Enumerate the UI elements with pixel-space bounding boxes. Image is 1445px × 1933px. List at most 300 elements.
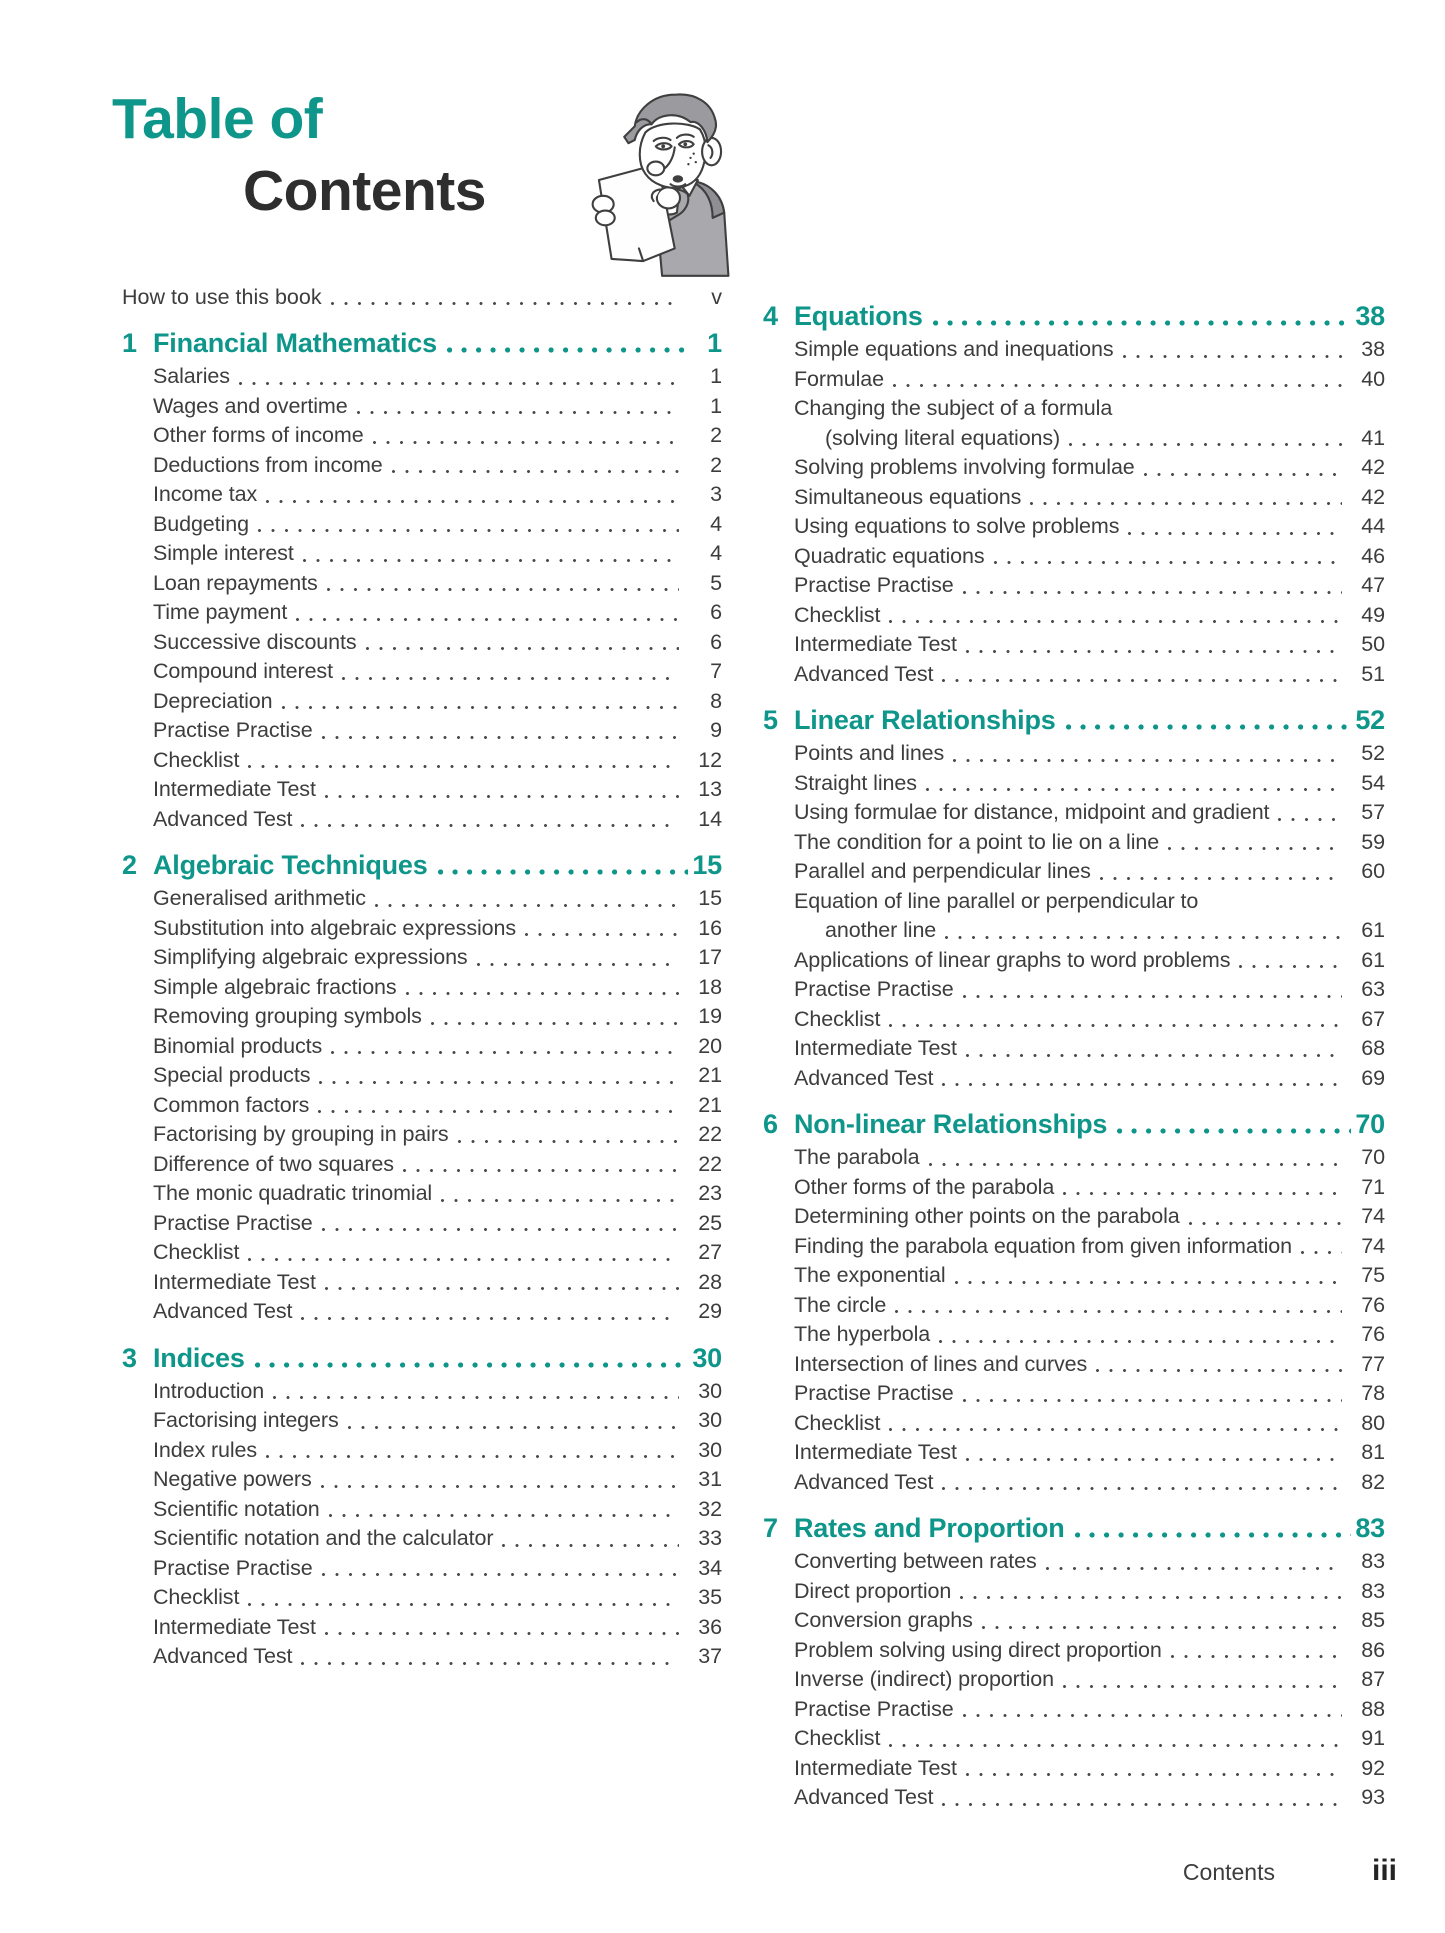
toc-entry <box>763 1577 1385 1607</box>
toc-entry-page: 17 <box>698 945 722 969</box>
dot-leader <box>942 678 1342 683</box>
page-title-line1: Table of <box>112 87 323 151</box>
toc-entry-page: 19 <box>698 1004 722 1028</box>
toc-entry-label: Negative powers <box>153 1467 312 1491</box>
toc-entry-label: (solving literal equations) <box>825 425 1061 450</box>
toc-entry-page: 60 <box>1361 859 1385 883</box>
dot-leader <box>942 1802 1342 1807</box>
toc-entry-label: Points and lines <box>794 741 945 765</box>
toc-entry-label: Intermediate Test <box>153 777 316 801</box>
toc-entry <box>122 1091 722 1121</box>
toc-entry <box>763 1143 1385 1173</box>
toc-entry <box>763 1438 1385 1468</box>
toc-entry-page: 71 <box>1361 1174 1385 1199</box>
toc-entry <box>763 660 1385 690</box>
toc-entry-label: Intermediate Test <box>794 632 957 656</box>
toc-entry-page: 35 <box>698 1585 722 1609</box>
toc-entry-page: 61 <box>1361 918 1385 942</box>
dot-leader <box>942 1486 1342 1491</box>
chapter-title: Financial Mathematics <box>153 328 437 358</box>
dot-leader <box>329 1513 679 1518</box>
toc-entry-page: 93 <box>1361 1785 1385 1809</box>
dot-leader <box>966 1772 1342 1777</box>
toc-entry <box>763 1783 1385 1813</box>
toc-entry <box>122 1524 722 1554</box>
dot-leader <box>1066 724 1351 730</box>
toc-entry-label: Simplifying algebraic expressions <box>153 945 468 969</box>
toc-entry-label: Changing the subject of a formula <box>794 396 1113 420</box>
toc-entry-page: 87 <box>1361 1667 1385 1691</box>
dot-leader <box>301 1661 679 1666</box>
toc-entry-label: Checklist <box>153 1585 240 1609</box>
toc-entry-page: 6 <box>710 600 722 624</box>
toc-entry <box>122 1179 722 1209</box>
dot-leader <box>441 1198 679 1203</box>
toc-entry-label: Practise Practise <box>794 1381 954 1405</box>
toc-entry-label: Formulae <box>794 366 885 391</box>
toc-entry-label: Difference of two squares <box>153 1151 394 1176</box>
dot-leader <box>375 903 679 908</box>
page-footer <box>1183 1854 1397 1888</box>
chapter-title: Algebraic Techniques <box>153 850 428 880</box>
toc-entry-page: 83 <box>1361 1578 1385 1603</box>
toc-entry-page: 91 <box>1361 1726 1385 1750</box>
toc-entry-label: Straight lines <box>794 770 917 795</box>
toc-entry-page: 85 <box>1361 1608 1385 1632</box>
toc-entry-label: The parabola <box>794 1145 920 1169</box>
toc-entry-label: another line <box>825 918 937 942</box>
toc-entry-label: Advanced Test <box>794 661 934 686</box>
dot-leader <box>331 1050 679 1055</box>
dot-leader <box>960 1595 1342 1600</box>
toc-entry-page: 38 <box>1361 337 1385 361</box>
toc-entry <box>122 362 722 392</box>
dot-leader <box>933 320 1351 326</box>
toc-entry <box>122 1406 722 1436</box>
toc-entry-page: 54 <box>1361 770 1385 795</box>
toc-entry-label: Simple equations and inequations <box>794 337 1114 361</box>
toc-entry-page: 63 <box>1361 977 1385 1001</box>
toc-entry-page: 23 <box>698 1181 722 1205</box>
dot-leader <box>392 469 679 474</box>
toc-entry-label: Binomial products <box>153 1033 323 1058</box>
toc-entry-page: 52 <box>1361 741 1385 765</box>
toc-entry-label: Converting between rates <box>794 1549 1037 1573</box>
toc-entry-page: 51 <box>1361 661 1385 686</box>
toc-entry <box>763 828 1385 858</box>
dot-leader <box>1063 1684 1342 1689</box>
toc-entry-page: 49 <box>1361 602 1385 627</box>
toc-entry-label: Advanced Test <box>794 1065 934 1090</box>
toc-entry-label: Practise Practise <box>153 718 313 742</box>
toc-entry-label: Removing grouping symbols <box>153 1004 422 1028</box>
dot-leader <box>889 1023 1342 1028</box>
toc-entry-page: 16 <box>698 915 722 940</box>
toc-entry <box>763 1261 1385 1291</box>
toc-entry-label: Wages and overtime <box>153 393 348 418</box>
toc-entry <box>122 1268 722 1298</box>
toc-entry <box>763 1379 1385 1409</box>
toc-entry-page: 2 <box>710 452 722 477</box>
toc-entry-page: 30 <box>698 1378 722 1403</box>
toc-entry-page: 15 <box>698 886 722 910</box>
dot-leader <box>373 440 679 445</box>
toc-entry <box>122 1209 722 1239</box>
dot-leader <box>889 1427 1342 1432</box>
dot-leader <box>248 1602 679 1607</box>
toc-entry <box>122 451 722 481</box>
dot-leader <box>1069 442 1342 447</box>
toc-entry <box>763 1232 1385 1262</box>
toc-entry-page: 30 <box>698 1408 722 1432</box>
toc-entry-label: The exponential <box>794 1263 946 1287</box>
toc-entry <box>122 1061 722 1091</box>
dot-leader <box>963 1713 1342 1718</box>
dot-leader <box>502 1543 679 1548</box>
toc-entry-label: Income tax <box>153 482 258 506</box>
dot-leader <box>319 1080 679 1085</box>
toc-entry <box>763 1350 1385 1380</box>
toc-entry-page: 7 <box>710 659 722 683</box>
toc-entry-label: Time payment <box>153 600 288 624</box>
dot-leader <box>357 410 679 415</box>
footer-section-label: Contents <box>1182 1859 1275 1885</box>
toc-entry-page: 46 <box>1361 543 1385 568</box>
dot-leader <box>322 735 679 740</box>
dot-leader <box>447 347 688 353</box>
toc-entry-page: 9 <box>710 718 722 742</box>
toc-entry <box>763 630 1385 660</box>
toc-entry-page: 6 <box>710 629 722 654</box>
chapter-number: 3 <box>122 1342 137 1373</box>
toc-entry <box>122 1238 722 1268</box>
toc-entry-page: 33 <box>698 1526 722 1550</box>
toc-entry <box>122 1436 722 1466</box>
toc-entry <box>122 716 722 746</box>
chapter-heading <box>763 703 1385 737</box>
toc-entry-page: 1 <box>710 364 722 388</box>
toc-entry-label: Advanced Test <box>794 1469 934 1494</box>
toc-entry <box>122 1554 722 1584</box>
dot-leader <box>318 1109 679 1114</box>
toc-entry-page: 31 <box>698 1467 722 1491</box>
toc-entry <box>122 746 722 776</box>
dot-leader <box>1144 472 1342 477</box>
chapter-number: 4 <box>763 301 778 331</box>
toc-entry-label: Factorising by grouping in pairs <box>153 1122 449 1146</box>
toc-entry-page: 57 <box>1361 800 1385 824</box>
toc-entry <box>122 1583 722 1613</box>
dot-leader <box>1189 1221 1342 1226</box>
toc-entry-continuation <box>763 916 1385 946</box>
dot-leader <box>1123 354 1342 359</box>
chapter-number: 1 <box>122 328 137 358</box>
toc-entry <box>122 510 722 540</box>
dot-leader <box>342 676 679 681</box>
toc-entry-label: The circle <box>794 1292 887 1317</box>
toc-entry <box>763 601 1385 631</box>
toc-entry <box>763 739 1385 769</box>
toc-entry <box>763 1695 1385 1725</box>
toc-entry <box>122 1613 722 1643</box>
toc-entry-label: Compound interest <box>153 659 333 683</box>
toc-entry-label: Determining other points on the parabola <box>794 1204 1180 1228</box>
toc-entry-label: Salaries <box>153 364 230 388</box>
toc-entry-page: 36 <box>698 1614 722 1639</box>
dot-leader <box>953 758 1342 763</box>
dot-leader <box>366 646 679 651</box>
toc-entry-page: 69 <box>1361 1065 1385 1090</box>
chapter-heading <box>763 299 1385 333</box>
toc-entry-label: Scientific notation and the calculator <box>153 1526 494 1550</box>
toc-entry <box>122 1120 722 1150</box>
dot-leader <box>1075 1532 1351 1538</box>
dot-leader <box>966 649 1342 654</box>
dot-leader <box>1168 846 1342 851</box>
dot-leader <box>1063 1191 1342 1196</box>
toc-entry <box>763 1636 1385 1666</box>
toc-entry-label: Checklist <box>794 602 881 627</box>
toc-entry <box>122 1465 722 1495</box>
toc-entry-page: 78 <box>1361 1381 1385 1405</box>
dot-leader <box>966 1457 1342 1462</box>
dot-leader <box>1117 1128 1351 1134</box>
toc-entry <box>122 1150 722 1180</box>
dot-leader <box>258 528 679 533</box>
toc-entry <box>122 973 722 1003</box>
footer-page-number: iii <box>1371 1854 1397 1887</box>
dot-leader <box>942 1082 1342 1087</box>
toc-entry-label: Common factors <box>153 1092 310 1117</box>
toc-entry <box>763 975 1385 1005</box>
toc-entry-label: Depreciation <box>153 688 273 713</box>
dot-leader <box>348 1425 679 1430</box>
toc-entry-page: 18 <box>698 974 722 999</box>
toc-entry-label: Other forms of the parabola <box>794 1174 1055 1199</box>
chapter-page: 70 <box>1355 1109 1385 1139</box>
dot-leader <box>282 705 679 710</box>
toc-entry-page: 92 <box>1361 1755 1385 1780</box>
toc-entry-page: 12 <box>698 747 722 772</box>
toc-entry <box>763 1468 1385 1498</box>
dot-leader <box>963 590 1342 595</box>
toc-column-right <box>763 285 1385 1813</box>
toc-entry-label: Checklist <box>794 1006 881 1031</box>
front-matter-page: v <box>711 285 722 309</box>
toc-entry <box>763 1034 1385 1064</box>
toc-entry <box>763 798 1385 828</box>
toc-entry-label: Advanced Test <box>153 1644 293 1668</box>
toc-entry-page: 32 <box>698 1496 722 1521</box>
toc-entry <box>122 914 722 944</box>
toc-entry-label: The hyperbola <box>794 1322 931 1346</box>
toc-entry-label: Intersection of lines and curves <box>794 1351 1088 1376</box>
toc-entry-label: Practise Practise <box>794 977 954 1001</box>
dot-leader <box>525 932 679 937</box>
toc-entry <box>122 628 722 658</box>
chapter-heading <box>763 1511 1385 1545</box>
dot-leader <box>1278 817 1342 822</box>
chapter-page: 52 <box>1355 705 1385 735</box>
toc-entry-page: 83 <box>1361 1549 1385 1573</box>
toc-entry-continuation <box>763 424 1385 454</box>
toc-entry-label: Budgeting <box>153 511 249 536</box>
toc-entry <box>763 1202 1385 1232</box>
dot-leader <box>458 1139 679 1144</box>
toc-entry-label: Quadratic equations <box>794 543 985 568</box>
toc-entry <box>763 542 1385 572</box>
toc-entry-label: Intermediate Test <box>794 1440 957 1464</box>
toc-entry-page: 20 <box>698 1033 722 1058</box>
toc-entry-page: 37 <box>698 1644 722 1668</box>
toc-entry-page: 4 <box>710 541 722 565</box>
dot-leader <box>1046 1566 1342 1571</box>
toc-entry-label: Factorising integers <box>153 1408 339 1432</box>
toc-entry <box>763 335 1385 365</box>
chapter-title: Rates and Proportion <box>794 1513 1065 1543</box>
toc-entry-page: 28 <box>698 1269 722 1294</box>
toc-entry-page: 47 <box>1361 573 1385 597</box>
toc-entry-label: Applications of linear graphs to word problems <box>794 947 1231 972</box>
toc-entry-label: The monic quadratic trinomial <box>153 1181 433 1205</box>
toc-entry <box>122 657 722 687</box>
toc-entry <box>763 453 1385 483</box>
toc-entry-page: 82 <box>1361 1469 1385 1494</box>
toc-entry <box>122 392 722 422</box>
toc-entry-label: Intermediate Test <box>153 1269 316 1294</box>
dot-leader <box>248 764 679 769</box>
toc-entry <box>763 1724 1385 1754</box>
toc-entry-page: 5 <box>710 570 722 595</box>
toc-entry <box>763 512 1385 542</box>
toc-entry-label: Practise Practise <box>794 573 954 597</box>
dot-leader <box>301 823 679 828</box>
toc-entry-page: 88 <box>1361 1696 1385 1721</box>
toc-entry-page: 68 <box>1361 1036 1385 1060</box>
toc-entry-label: Advanced Test <box>794 1785 934 1809</box>
toc-entry-page: 40 <box>1361 366 1385 391</box>
toc-entry-label: Deductions from income <box>153 452 383 477</box>
chapter-page: 15 <box>692 850 722 880</box>
toc-entry <box>763 1754 1385 1784</box>
toc-entry-label: Practise Practise <box>794 1696 954 1721</box>
dot-leader <box>889 619 1342 624</box>
chapter-page: 83 <box>1355 1513 1385 1543</box>
chapter-title: Non-linear Relationships <box>794 1109 1108 1139</box>
toc-entry-label: Other forms of income <box>153 423 364 447</box>
toc-entry-page: 1 <box>710 393 722 418</box>
toc-entry-label: Finding the parabola equation from given information <box>794 1233 1292 1258</box>
toc-entry <box>763 1547 1385 1577</box>
toc-entry-page: 81 <box>1361 1440 1385 1464</box>
chapter-heading <box>122 326 722 360</box>
toc-entry-label: Solving problems involving formulae <box>794 455 1135 479</box>
toc-column-left <box>122 282 722 1672</box>
toc-entry <box>763 946 1385 976</box>
dot-leader <box>895 1309 1342 1314</box>
toc-entry-label: Introduction <box>153 1378 265 1403</box>
dot-leader <box>325 1631 679 1636</box>
dot-leader <box>963 994 1342 999</box>
toc-entry-page: 50 <box>1361 632 1385 656</box>
toc-entry <box>763 483 1385 513</box>
toc-entry-label: Simultaneous equations <box>794 484 1022 509</box>
toc-entry-page: 21 <box>698 1092 722 1117</box>
toc-entry-page: 76 <box>1361 1292 1385 1317</box>
toc-entry-page: 74 <box>1361 1204 1385 1228</box>
front-matter-row <box>122 282 722 312</box>
toc-entry <box>122 421 722 451</box>
toc-entry-label: Index rules <box>153 1437 258 1462</box>
toc-entry-page: 77 <box>1361 1351 1385 1376</box>
chapter-number: 2 <box>122 850 137 880</box>
dot-leader <box>406 991 679 996</box>
dot-leader <box>273 1395 679 1400</box>
toc-entry <box>122 1002 722 1032</box>
toc-entry-page: 13 <box>698 777 722 801</box>
dot-leader <box>889 1743 1342 1748</box>
toc-entry-label: Simple interest <box>153 541 294 565</box>
chapter-title: Indices <box>153 1342 245 1373</box>
toc-entry <box>122 943 722 973</box>
toc-entry-page: 30 <box>698 1437 722 1462</box>
dot-leader <box>325 1286 679 1291</box>
dot-leader <box>1030 501 1342 506</box>
toc-entry-page: 22 <box>698 1151 722 1176</box>
chapter-number: 6 <box>763 1109 778 1139</box>
toc-entry <box>122 1377 722 1407</box>
toc-entry <box>763 1320 1385 1350</box>
dot-leader <box>1100 876 1342 881</box>
toc-entry <box>763 1173 1385 1203</box>
dot-leader <box>1301 1250 1342 1255</box>
toc-entry <box>763 1606 1385 1636</box>
toc-entry <box>763 394 1385 424</box>
dot-leader <box>301 1316 679 1321</box>
toc-entry <box>122 687 722 717</box>
toc-entry-page: 2 <box>710 423 722 447</box>
dot-leader <box>331 301 679 306</box>
toc-entry <box>763 1064 1385 1094</box>
dot-leader <box>322 1572 679 1577</box>
toc-entry <box>763 1005 1385 1035</box>
chapter-number: 7 <box>763 1513 778 1543</box>
dot-leader <box>477 962 679 967</box>
toc-entry <box>122 805 722 835</box>
dot-leader <box>321 1484 679 1489</box>
chapter-title: Linear Relationships <box>794 705 1056 735</box>
front-matter-label: How to use this book <box>122 285 322 309</box>
toc-entry <box>763 365 1385 395</box>
toc-entry-label: Generalised arithmetic <box>153 886 366 910</box>
toc-entry-page: 80 <box>1361 1410 1385 1435</box>
toc-entry-label: Checklist <box>794 1726 881 1750</box>
dot-leader <box>431 1021 679 1026</box>
toc-entry-label: Intermediate Test <box>794 1755 957 1780</box>
toc-entry-label: Checklist <box>794 1410 881 1435</box>
toc-entry-page: 25 <box>698 1210 722 1235</box>
toc-entry-page: 22 <box>698 1122 722 1146</box>
dot-leader <box>982 1625 1342 1630</box>
toc-entry-label: Direct proportion <box>794 1578 952 1603</box>
dot-leader <box>1096 1368 1342 1373</box>
toc-entry-label: Equation of line parallel or perpendicular to <box>794 888 1199 913</box>
toc-entry-label: Using equations to solve problems <box>794 514 1120 538</box>
toc-entry-page: 86 <box>1361 1637 1385 1662</box>
toc-entry <box>122 1495 722 1525</box>
dot-leader <box>327 587 679 592</box>
dot-leader <box>994 560 1342 565</box>
